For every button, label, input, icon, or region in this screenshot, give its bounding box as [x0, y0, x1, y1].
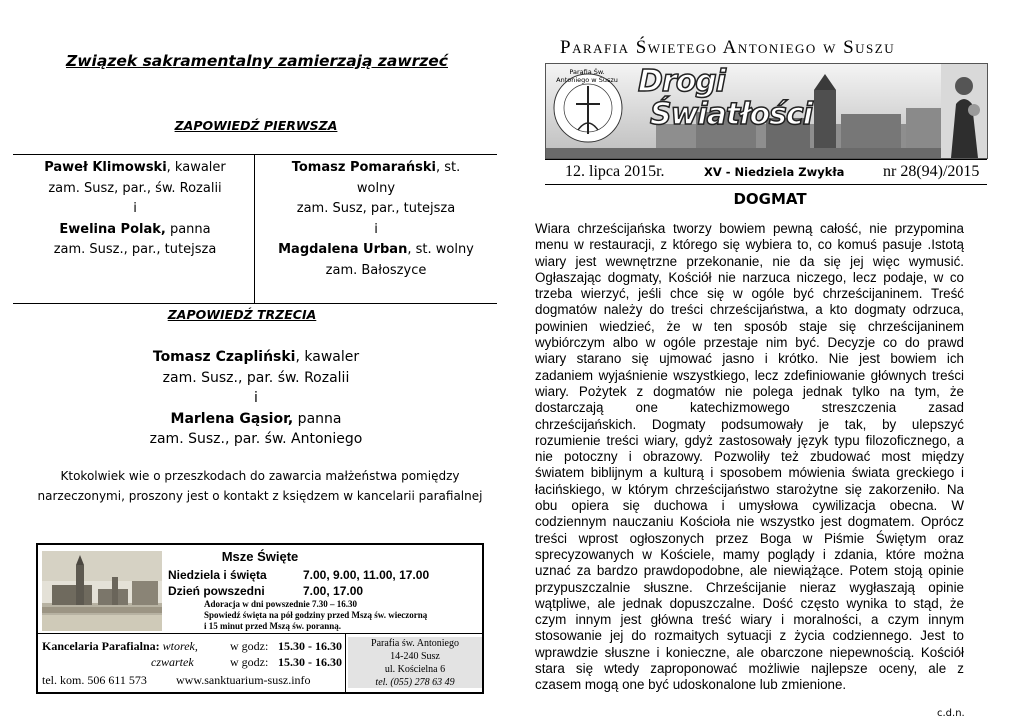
mass-title: Msze Święte: [221, 549, 299, 564]
article-line: wiary. Pożytek z dogmatów nie polega jednak tylko na tym, że: [535, 383, 964, 399]
groom-status: , st.: [436, 160, 461, 175]
couple-a: [20, 158, 250, 261]
article-line: treści wprost ogłoszonych przez Boga w Piśmie Świętym oraz: [535, 530, 964, 546]
notice-line-2: narzeczonymi, proszony jest o kontakt z księdzem w kancelarii parafialnej: [37, 489, 483, 503]
logo-title-2: Światłości: [650, 97, 812, 132]
office-day-2: czwartek: [151, 655, 194, 669]
couple-b: [258, 158, 494, 281]
office-at-1: w godz:: [230, 639, 269, 653]
article-line: wiary jest wewnętrzne przekonanie, nie da się jej więc wymusić.: [535, 253, 964, 269]
article-title: DOGMAT: [733, 190, 807, 208]
article-line: dogmatów należy do treści chrześcijaństwa, a kto dogmaty odrzuca,: [535, 302, 964, 318]
article-line: wiary starano się ujmować jasno i krótko. Nie jest bowiem ich: [535, 351, 964, 367]
box-divider-vertical: [345, 633, 346, 692]
phone: tel. kom. 506 611 573: [42, 673, 147, 687]
divider-vertical: [254, 155, 255, 303]
groom-name: Tomasz Pomarański: [291, 160, 436, 175]
article-line: powinien wiedzieć, że w ten sposób staje się chrześcijaninem: [535, 318, 964, 334]
issue-date: 12. lipca 2015r.: [565, 163, 665, 180]
website-link[interactable]: www.sanktuarium-susz.info: [176, 673, 311, 687]
article-line: Wiara chrześcijańska tworzy bowiem pewną całość, nie przypomina: [535, 221, 964, 236]
confession-note: Spowiedź święta na pół godziny przed Mszą św. wieczorną: [204, 610, 428, 620]
article-line: czym innym jest główna treść wiary i moralności, a czym innym: [535, 612, 964, 628]
bride-name: Ewelina Polak,: [59, 221, 166, 237]
office-at-2: w godz:: [230, 655, 269, 669]
masthead: Parafia Świetego Antoniego w Suszu: [560, 37, 896, 58]
parish-address: [348, 637, 482, 688]
issue-rule-top: [545, 159, 987, 160]
groom-address: zam. Susz, par., św. Rozalii: [48, 180, 222, 196]
article-line: światem biblijnym a kulturą i sposobem mówienia świata greckiego i: [535, 465, 964, 481]
mass-notes: [204, 599, 427, 632]
article-line: uznać za bardzo prawdopodobne, ale niewiążące. Potem stoją opinie: [535, 563, 964, 579]
article-line: chrześcijańskich. Dogmaty podsumowały je tak, by ulepszyć: [535, 416, 964, 432]
office-hours-2: 15.30 - 16.30: [278, 655, 342, 669]
groom-address: zam. Susz., par. św. Rozalii: [162, 369, 350, 386]
groom-status-cont: wolny: [356, 180, 396, 196]
bride-address: zam. Susz., par., tutejsza: [53, 242, 217, 257]
conjunction: i: [254, 390, 258, 406]
groom-address: zam. Susz, par., tutejsza: [296, 201, 456, 216]
groom-name: Tomasz Czapliński: [152, 349, 296, 365]
office-label: Kancelaria Parafialna:: [42, 639, 160, 653]
weekday-times: 7.00, 17.00: [303, 584, 364, 598]
article-line: sprecyzowanych w Kościele, mamy poglądy i zdania, które można: [535, 546, 964, 562]
notice-line-1: Ktokolwiek wie o przeszkodach do zawarcia małżeństwa pomiędzy: [60, 469, 460, 483]
third-banns-title: ZAPOWIEDŹ TRZECIA: [167, 307, 317, 322]
office-hours-1: 15.30 - 16.30: [278, 639, 342, 653]
logo-title-1: Drogi: [638, 64, 726, 99]
bride-name: Marlena Gąsior,: [170, 410, 294, 427]
bride-name: Magdalena Urban: [278, 242, 408, 257]
article-line: nie potoczny i obrazowy. Pozwoliły też zbudować most między: [535, 449, 964, 465]
article-body: [535, 221, 964, 694]
article-line: przypuszczalnie słuszne. Chrześcijanie nieraz wygłaszają opinie: [535, 579, 964, 595]
continued-note: c.d.n.: [937, 708, 965, 719]
address-line-2: 14-240 Susz: [390, 651, 440, 662]
article-line: stosowanie jej do rozmaitych sytuacji z życia codziennego. Jest to: [535, 628, 964, 644]
address-line-3: ul. Kościelna 6: [384, 664, 446, 675]
groom-name: Paweł Klimowski: [44, 160, 167, 175]
adoration-note: Adoracja w dni powszednie 7.30 – 16.30: [204, 599, 358, 609]
right-page: [512, 0, 1024, 724]
bride-address: zam. Bałoszyce: [325, 262, 427, 278]
article-line: wprawdzie słuszne i konieczne, ale obarczone niepewnością. Kościół: [535, 644, 964, 660]
notice: [0, 466, 520, 506]
conjunction: i: [133, 201, 137, 216]
article-line: wątpliwe, ale jednak dopuszczalne. Dość często wynika to stąd, że: [535, 595, 964, 611]
box-divider: [38, 633, 482, 634]
groom-status: , kawaler: [295, 349, 360, 365]
bride-status: panna: [165, 221, 211, 237]
first-banns-title: ZAPOWIEDŹ PIERWSZA: [174, 118, 338, 133]
article-line: dostarczają one katechizmowego streszczenia zasad: [535, 400, 964, 416]
article-line: stara się wtedy zaproponować możliwie najlepsze oceny, ale z: [535, 661, 964, 677]
divider-top: [13, 154, 497, 155]
bride-status: , st. wolny: [407, 242, 474, 257]
weekday-label: Dzień powszedni: [168, 584, 265, 598]
seal-text: Parafia Św. Antoniego w Suszu: [556, 68, 618, 84]
sunday-label: Niedziela i święta: [168, 568, 267, 582]
article-line: menu w restauracji, z którego się wybiera to, co komuś pasuje .Istotą: [535, 237, 964, 253]
article-line: czasem mogą one być udoskonalone lub zmienione.: [535, 677, 847, 693]
bride-address: zam. Susz., par. św. Antoniego: [149, 431, 363, 447]
banner: [545, 63, 988, 159]
address-phone: tel. (055) 278 63 49: [375, 677, 455, 688]
groom-status: , kawaler: [166, 160, 226, 175]
bride-status: panna: [293, 410, 342, 427]
mass-times-box: [36, 543, 484, 694]
article-line: Ogłaszając dogmaty, Kościół nie narzuca niczego, lecz podaje, w co: [535, 269, 964, 285]
article-line: zadaniem wyjaśnienie wszystkiego, lecz zdefiniowanie głównych treści: [535, 367, 964, 383]
conjunction: i: [374, 221, 378, 237]
article-line: codziennym nauczaniu Kościoła nie wszystko jest dogmatem. Oprócz: [535, 514, 964, 530]
article-line: łacińskiego, w którym chrześcijaństwo starożytne się zakorzeniło. Na: [535, 481, 964, 497]
section-title: Związek sakramentalny zamierzają zawrzeć: [66, 52, 448, 70]
article-line: obu opiera się duchowa i umysłowa cywilizacja obecna. W: [535, 498, 964, 514]
divider-bottom: [13, 303, 497, 304]
article-line: wybiórczym albo w ogóle przestaje nim być. Decyzje co do prawd: [535, 335, 964, 351]
article-line: rozumienie treści wiary, gdyż zastosowały język typu filozoficznego, a: [535, 432, 964, 448]
sunday-times: 7.00, 9.00, 11.00, 17.00: [303, 568, 430, 582]
couple-c: [0, 347, 512, 450]
office-day-1: wtorek,: [162, 639, 198, 653]
liturgical-sunday: XV - Niedziela Zwykła: [704, 165, 845, 179]
article-line: trzeba wierzyć, jeśli chce się w ogóle być chrześcijaninem. Treść: [535, 286, 964, 302]
confession-note-cont: i 15 minut przed Mszą św. poranną.: [204, 621, 342, 631]
issue-rule-bottom: [545, 184, 987, 185]
office-hours: [42, 639, 198, 654]
issue-number: nr 28(94)/2015: [883, 163, 980, 180]
address-line-1: Parafia św. Antoniego: [371, 638, 459, 649]
